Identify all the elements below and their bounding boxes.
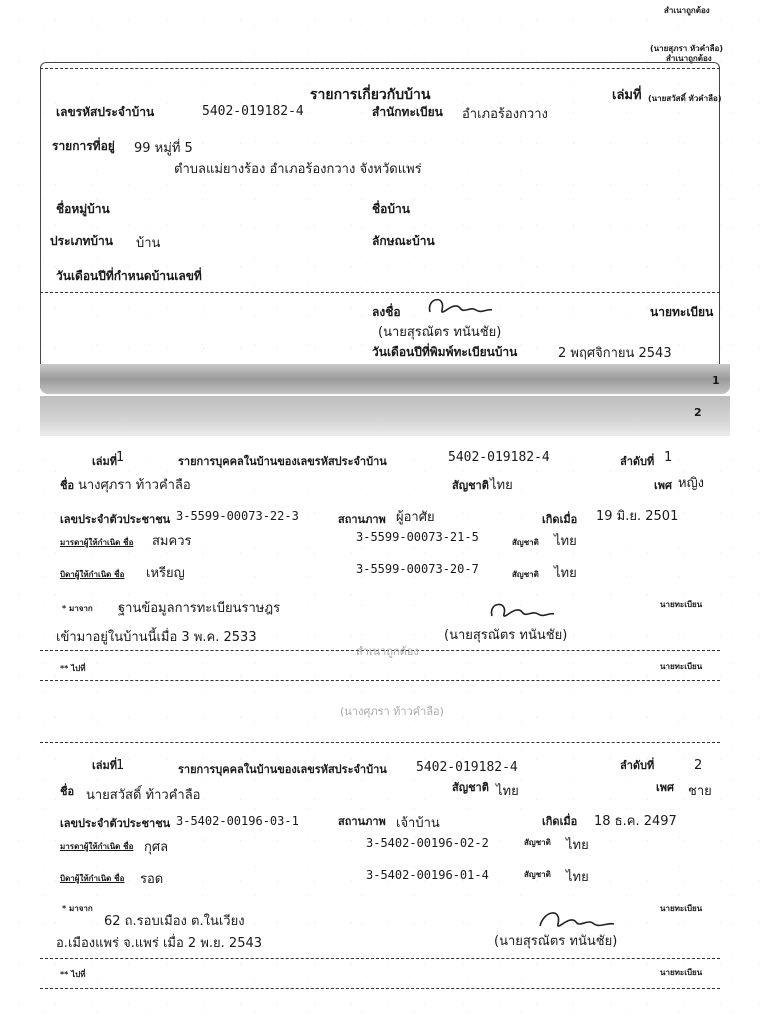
person2-moved-label: ** ไปที่ — [60, 970, 86, 979]
person1-seq-value: 1 — [664, 450, 673, 465]
person1-mother-label: มารดาผู้ให้กำเนิด ชื่อ — [60, 538, 134, 547]
person2-registrar-label: นายทะเบียน — [660, 904, 703, 913]
village-name-label: ชื่อหมู่บ้าน — [56, 202, 110, 216]
person1-sex-label: เพศ — [654, 479, 672, 492]
person2-mother-id: 3-5402-00196-02-2 — [366, 836, 489, 850]
person1-father-nat-label: สัญชาติ — [512, 570, 539, 579]
person2-father-name: รอด — [140, 872, 164, 887]
person2-heading: รายการบุคคลในบ้านของเลขรหัสประจำบ้าน — [178, 763, 387, 776]
divider — [40, 292, 720, 293]
person1-moved-label: ** ไปที่ — [60, 664, 86, 673]
person2-nationality-label: สัญชาติ — [452, 781, 489, 794]
person1-nationality-value: ไทย — [490, 478, 513, 493]
person2-father-label: บิดาผู้ให้กำเนิด ชื่อ — [60, 874, 125, 883]
person2-from-line2: อ.เมืองแพร่ จ.แพร่ เมื่อ 2 พ.ย. 2543 — [56, 936, 263, 951]
divider — [40, 680, 720, 681]
page-number-2: 2 — [694, 406, 702, 419]
sign-label: ลงชื่อ — [372, 305, 401, 319]
house-name-label: ชื่อบ้าน — [372, 202, 410, 216]
person2-from-line1: 62 ถ.รอบเมือง ต.ในเวียง — [104, 914, 245, 929]
person2-name-label: ชื่อ — [60, 785, 75, 798]
person2-status-value: เจ้าบ้าน — [396, 816, 440, 831]
person2-mother-nat: ไทย — [566, 838, 589, 853]
person1-book-label: เล่มที่ — [92, 455, 118, 468]
person1-name-value: นางศุภรา ท้าวคำลือ — [78, 478, 191, 493]
person2-moved-registrar-label: นายทะเบียน — [660, 968, 703, 977]
person2-father-nat: ไทย — [566, 870, 589, 885]
divider — [40, 68, 720, 69]
person1-heading: รายการบุคคลในบ้านของเลขรหัสประจำบ้าน — [178, 455, 387, 468]
person2-born-value: 18 ธ.ค. 2497 — [594, 814, 677, 829]
person1-book-value: 1 — [116, 450, 125, 465]
person2-mother-nat-label: สัญชาติ — [524, 838, 551, 847]
printed-date-label: วันเดือนปีที่พิมพ์ทะเบียนบ้าน — [372, 345, 518, 359]
person2-father-id: 3-5402-00196-01-4 — [366, 868, 489, 882]
person1-mother-id: 3-5599-00073-21-5 — [356, 530, 479, 544]
certifier-name-2: (นายสวัสดิ์ หัวคำลือ) — [648, 94, 722, 103]
address-label: รายการที่อยู่ — [52, 139, 115, 153]
person2-from-label: * มาจาก — [62, 904, 93, 913]
printed-date-value: 2 พฤศจิกายน 2543 — [558, 346, 672, 361]
person2-house-code: 5402-019182-4 — [416, 760, 518, 775]
person1-from-line2: เข้ามาอยู่ในบ้านนี้เมื่อ 3 พ.ค. 2533 — [56, 630, 257, 645]
person1-father-label: บิดาผู้ให้กำเนิด ชื่อ — [60, 570, 125, 579]
person2-id-value: 3-5402-00196-03-1 — [176, 814, 299, 828]
house-code-value: 5402-019182-4 — [202, 104, 304, 119]
address-line-2: ตำบลแม่ยางร้อง อำเภอร้องกวาง จังหวัดแพร่ — [174, 162, 422, 177]
registrar-signature — [424, 292, 494, 322]
person1-seq-label: ลำดับที่ — [620, 455, 655, 468]
person1-id-label: เลขประจำตัวประชาชน — [60, 513, 171, 526]
person1-mother-name: สมควร — [152, 534, 192, 549]
registry-office-value: อำเภอร้องกวาง — [462, 107, 548, 122]
person2-mother-name: กุศล — [144, 840, 169, 855]
person1-born-value: 19 มิ.ย. 2501 — [596, 509, 679, 524]
person2-seq-value: 2 — [694, 758, 703, 773]
registrar-name: (นายสุรณัตร ทนันชัย) — [378, 325, 502, 340]
copy-shadow-band — [40, 364, 730, 394]
person1-born-label: เกิดเมื่อ — [542, 513, 578, 526]
person2-book-value: 1 — [116, 758, 125, 773]
person2-father-nat-label: สัญชาติ — [524, 870, 551, 879]
person2-sex-label: เพศ — [656, 781, 674, 794]
person1-moved-registrar-label: นายทะเบียน — [660, 662, 703, 671]
certified-stamp-header: สำเนาถูกต้อง — [666, 54, 712, 63]
copy-shadow-band — [40, 396, 730, 436]
person1-name-label: ชื่อ — [60, 479, 75, 492]
registry-office-label: สำนักทะเบียน — [372, 105, 443, 119]
person1-nationality-label: สัญชาติ — [452, 479, 489, 492]
certified-stamp-middle: สำเนาถูกต้อง — [356, 645, 419, 658]
person2-name-value: นายสวัสดิ์ ท้าวคำลือ — [86, 788, 201, 803]
person2-born-label: เกิดเมื่อ — [542, 815, 578, 828]
certifier-name-top: (นายสุภรา หัวคำลือ) — [650, 44, 724, 53]
page-number-1: 1 — [712, 374, 720, 387]
person1-status-label: สถานภาพ — [338, 513, 386, 526]
person2-id-label: เลขประจำตัวประชาชน — [60, 817, 171, 830]
book-label: เล่มที่ — [612, 88, 642, 103]
registrar-label: นายทะเบียน — [650, 305, 714, 319]
date-assigned-label: วันเดือนปีที่กำหนดบ้านเลขที่ — [56, 269, 202, 283]
person1-registrar-label: นายทะเบียน — [660, 600, 703, 609]
person1-father-nat: ไทย — [554, 566, 577, 581]
person2-sex-value: ชาย — [688, 784, 712, 799]
divider — [40, 958, 720, 959]
house-code-label: เลขรหัสประจำบ้าน — [56, 105, 155, 119]
person1-from-label: * มาจาก — [62, 604, 93, 613]
house-type-value: บ้าน — [136, 236, 161, 251]
certified-stamp-top: สำเนาถูกต้อง — [664, 6, 710, 15]
person2-registrar-name: (นายสุรณัตร ทนันชัย) — [494, 934, 618, 949]
person1-mother-nat: ไทย — [554, 534, 577, 549]
divider — [40, 988, 720, 989]
house-character-label: ลักษณะบ้าน — [372, 234, 435, 248]
person1-sex-value: หญิง — [678, 476, 704, 491]
person2-mother-label: มารดาผู้ให้กำเนิด ชื่อ — [60, 842, 134, 851]
divider — [40, 742, 720, 743]
person1-status-value: ผู้อาศัย — [396, 510, 435, 525]
person2-seq-label: ลำดับที่ — [620, 759, 655, 772]
person1-house-code: 5402-019182-4 — [448, 450, 550, 465]
house-type-label: ประเภทบ้าน — [50, 234, 113, 248]
address-line-1: 99 หมู่ที่ 5 — [134, 141, 193, 156]
person2-status-label: สถานภาพ — [338, 815, 386, 828]
certifier-name-middle: (นางศุภรา ท้าวคำลือ) — [340, 705, 444, 718]
person1-father-id: 3-5599-00073-20-7 — [356, 562, 479, 576]
person1-father-name: เหรียญ — [146, 566, 185, 581]
person2-book-label: เล่มที่ — [92, 759, 118, 772]
person2-nationality-value: ไทย — [496, 784, 519, 799]
house-heading: รายการเกี่ยวกับบ้าน — [310, 87, 431, 103]
person1-from-line1: ฐานข้อมูลการทะเบียนราษฎร — [118, 601, 281, 616]
person1-id-value: 3-5599-00073-22-3 — [176, 509, 299, 523]
person1-mother-nat-label: สัญชาติ — [512, 538, 539, 547]
person1-registrar-name: (นายสุรณัตร ทนันชัย) — [444, 628, 568, 643]
